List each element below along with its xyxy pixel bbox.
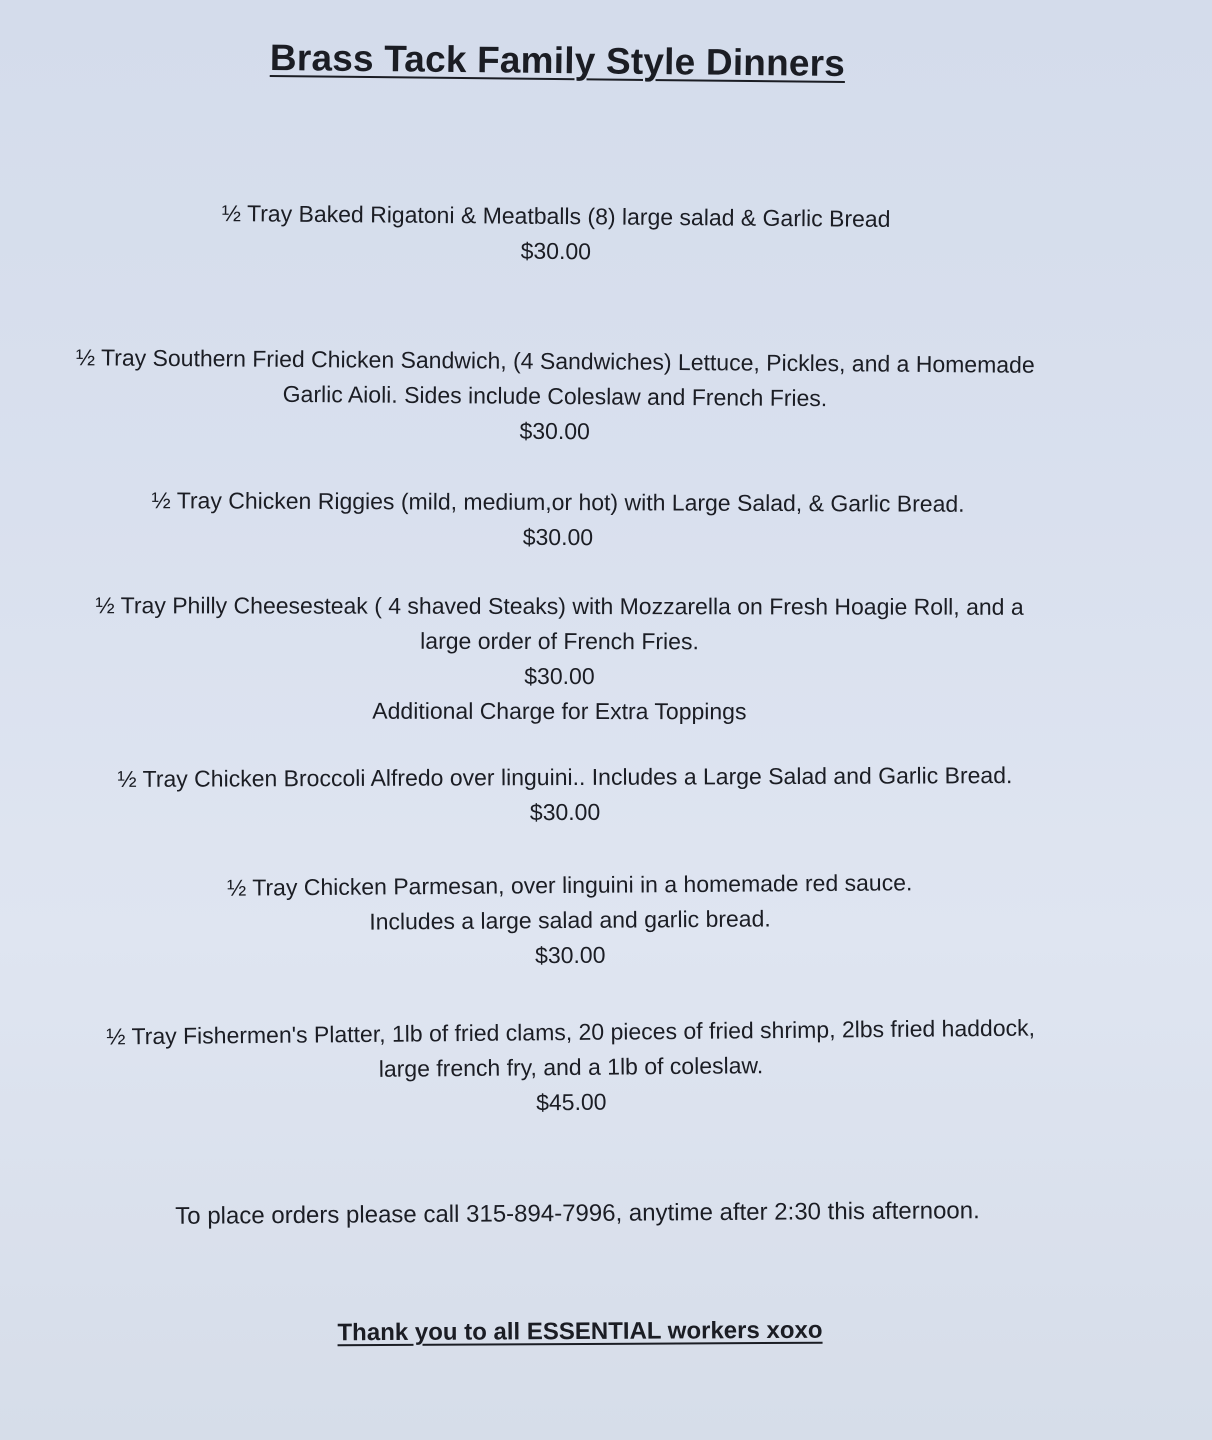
item-price: $30.00: [522, 523, 594, 551]
item-price: $30.00: [529, 798, 601, 826]
item-description-line: ½ Tray Chicken Riggies (mild, medium,or hot) with Large Salad, & Garlic Bread.: [151, 487, 965, 517]
item-description-line: Garlic Aioli. Sides include Coleslaw and French Fries.: [282, 380, 828, 412]
item-note: Additional Charge for Extra Toppings: [372, 697, 747, 725]
item-description-line: large order of French Fries.: [420, 627, 699, 655]
menu-title: Brass Tack Family Style Dinners: [269, 36, 846, 85]
item-description-line: ½ Tray Southern Fried Chicken Sandwich, (4 Sandwiches) Lettuce, Pickles, and a Homemade: [75, 344, 1035, 378]
menu-item-philly-cheesesteak: [42, 588, 1077, 730]
order-instructions: To place orders please call 315-894-7996, anytime after 2:30 this afternoon.: [175, 1197, 980, 1230]
item-price: $45.00: [536, 1088, 607, 1116]
menu-item-rigatoni: [190, 196, 923, 272]
menu-item-fishermens-platter: [36, 1010, 1107, 1125]
item-description-line: large french fry, and a 1lb of coleslaw.: [378, 1052, 764, 1082]
item-description-line: Includes a large salad and garlic bread.: [369, 905, 771, 935]
item-price: $30.00: [534, 941, 606, 969]
menu-item-broccoli-alfredo: [60, 758, 1070, 832]
item-description-line: ½ Tray Baked Rigatoni & Meatballs (8) large salad & Garlic Bread: [221, 200, 891, 232]
item-description-line: ½ Tray Philly Cheesesteak ( 4 shaved Steaks) with Mozzarella on Fresh Hoagie Roll, and a: [95, 592, 1024, 620]
item-description-line: ½ Tray Fishermen's Platter, 1lb of fried clams, 20 pieces of fried shrimp, 2lbs fried haddock,: [106, 1014, 1036, 1050]
item-price: $30.00: [520, 237, 592, 265]
menu-item-fried-chicken-sandwich: [30, 340, 1081, 453]
menu-item-chicken-parmesan: [180, 865, 961, 976]
menu-item-chicken-riggies: [108, 483, 1008, 557]
thank-you-note: Thank you to all ESSENTIAL workers xoxo: [337, 1316, 823, 1347]
item-price: $30.00: [519, 417, 591, 445]
item-description-line: ½ Tray Chicken Broccoli Alfredo over linguini.. Includes a Large Salad and Garlic Bread.: [117, 762, 1013, 792]
item-price: $30.00: [524, 662, 595, 690]
item-description-line: ½ Tray Chicken Parmesan, over linguini in a homemade red sauce.: [227, 869, 913, 901]
